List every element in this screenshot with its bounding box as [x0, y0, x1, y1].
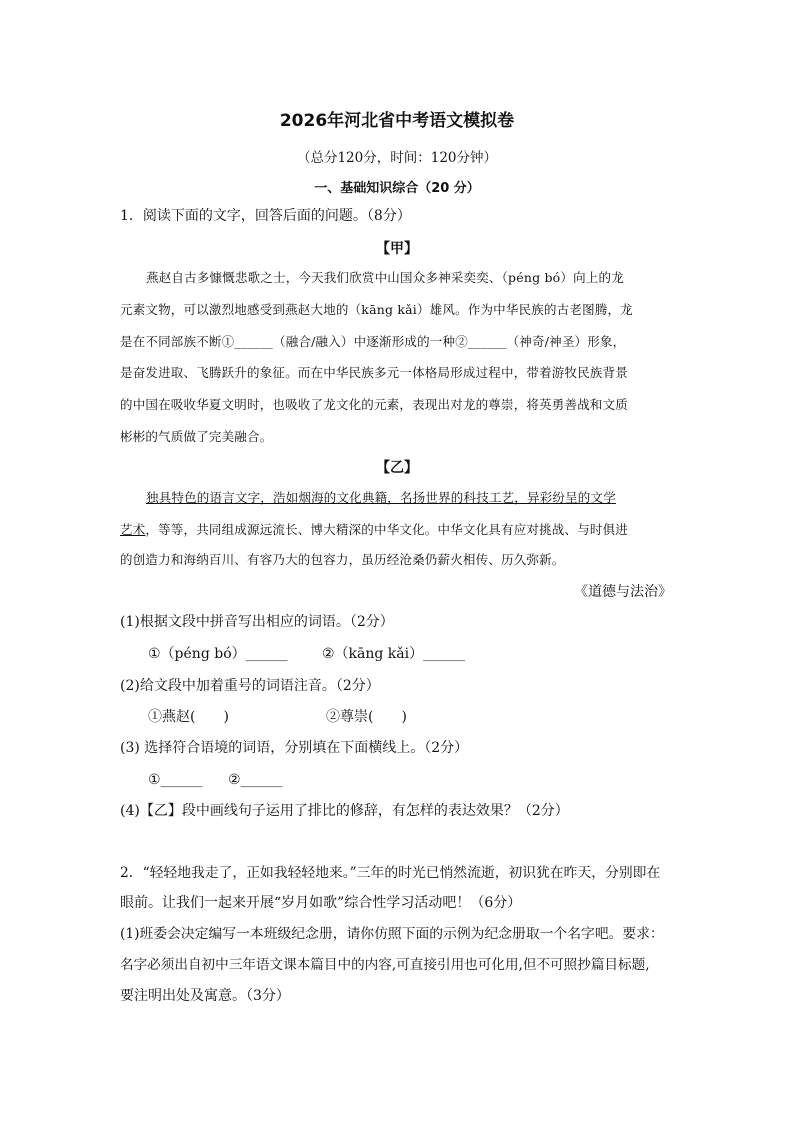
passage-source: 《道德与法治》 [574, 584, 672, 600]
question-2-stem: 2．“轻轻地我走了，正如我轻轻地来。”三年的时光已悄然流逝，初识犹在昨天，分别即在 [120, 865, 661, 881]
question-2-sub-1: 要注明出处及寓意。（3分） [120, 988, 290, 1004]
answer-blank-1b[interactable]: ②（kāng kǎi）______ [322, 646, 466, 662]
sub-question-1: (1)根据文段中拼音写出相应的词语。（2分） [120, 614, 394, 630]
passage-jia-line: 是在不同部族不断①______（融合/融入）中逐渐形成的一种②______（神奇/神圣）形象， [120, 334, 626, 349]
passage-yi-text: ，等等，共同组成源远流长、博大精深的中华文化。中华文化具有应对挑战、与时俱进 [145, 522, 629, 537]
section-heading: 一、基础知识综合（20 分） [314, 181, 480, 196]
question-2-sub-1: 名字必须出自初中三年语文课本篇目中的内容,可直接引用也可化用,但不可照抄篇目标题, [120, 957, 650, 973]
answer-blank-1a[interactable]: ①（péng bó）______ [148, 646, 288, 662]
question-2-stem: 眼前。让我们一起来开展“岁月如歌”综合性学习活动吧！（6分） [120, 895, 522, 911]
answer-blank-2b[interactable]: ②尊崇( ) [326, 709, 407, 725]
answer-blank-2a[interactable]: ①燕赵( ) [148, 709, 229, 725]
sub-question-4: (4)【乙】段中画线句子运用了排比的修辞，有怎样的表达效果？（2分） [120, 803, 569, 819]
question-1-stem: 1．阅读下面的文字，回答后面的问题。（8分） [120, 208, 411, 224]
passage-yi-underlined-line: 独具特色的语言文字，浩如烟海的文化典籍，名扬世界的科技工艺，异彩纷呈的文学 [146, 490, 616, 505]
question-2-sub-1: (1)班委会决定编写一本班级纪念册，请你仿照下面的示例为纪念册取一个名字吧。要求： [120, 926, 664, 942]
passage-jia-line: 的中国在吸收华夏文明时，也吸收了龙文化的元素，表现出对龙的尊崇，将英勇善战和文质 [120, 397, 629, 412]
answer-blank-3b[interactable]: ②______ [228, 772, 283, 788]
passage-yi-line: 的创造力和海纳百川、有容乃大的包容力，虽历经沧桑仍薪火相传、历久弥新。 [120, 552, 565, 567]
passage-jia-line: 是奋发进取、飞腾跃升的象征。而在中华民族多元一体格局形成过程中，带着游牧民族背景 [120, 365, 629, 380]
passage-jia-line: 元素文物，可以激烈地感受到燕赵大地的（kāng kǎi）雄风。作为中华民族的古老图腾，龙 [120, 302, 633, 317]
exam-title: 2026年河北省中考语文模拟卷 [279, 111, 515, 131]
passage-yi-heading: 【乙】 [376, 460, 418, 476]
passage-jia-line: 燕赵自古多慷慨悲歌之士，今天我们欣赏中山国众多神采奕奕、（péng bó）向上的龙 [146, 270, 624, 285]
exam-subtitle: （总分120分，时间：120分钟） [296, 150, 498, 166]
passage-yi-underlined-text: 艺术 [120, 522, 146, 537]
passage-yi-line [120, 520, 680, 540]
sub-question-3: (3) 选择符合语境的词语，分别填在下面横线上。（2分） [120, 740, 469, 756]
sub-question-2: (2)给文段中加着重号的词语注音。（2分） [120, 678, 380, 694]
answer-blank-3a[interactable]: ①______ [148, 772, 203, 788]
passage-jia-line: 彬彬的气质做了完美融合。 [120, 429, 273, 444]
passage-jia-heading: 【甲】 [376, 241, 418, 257]
